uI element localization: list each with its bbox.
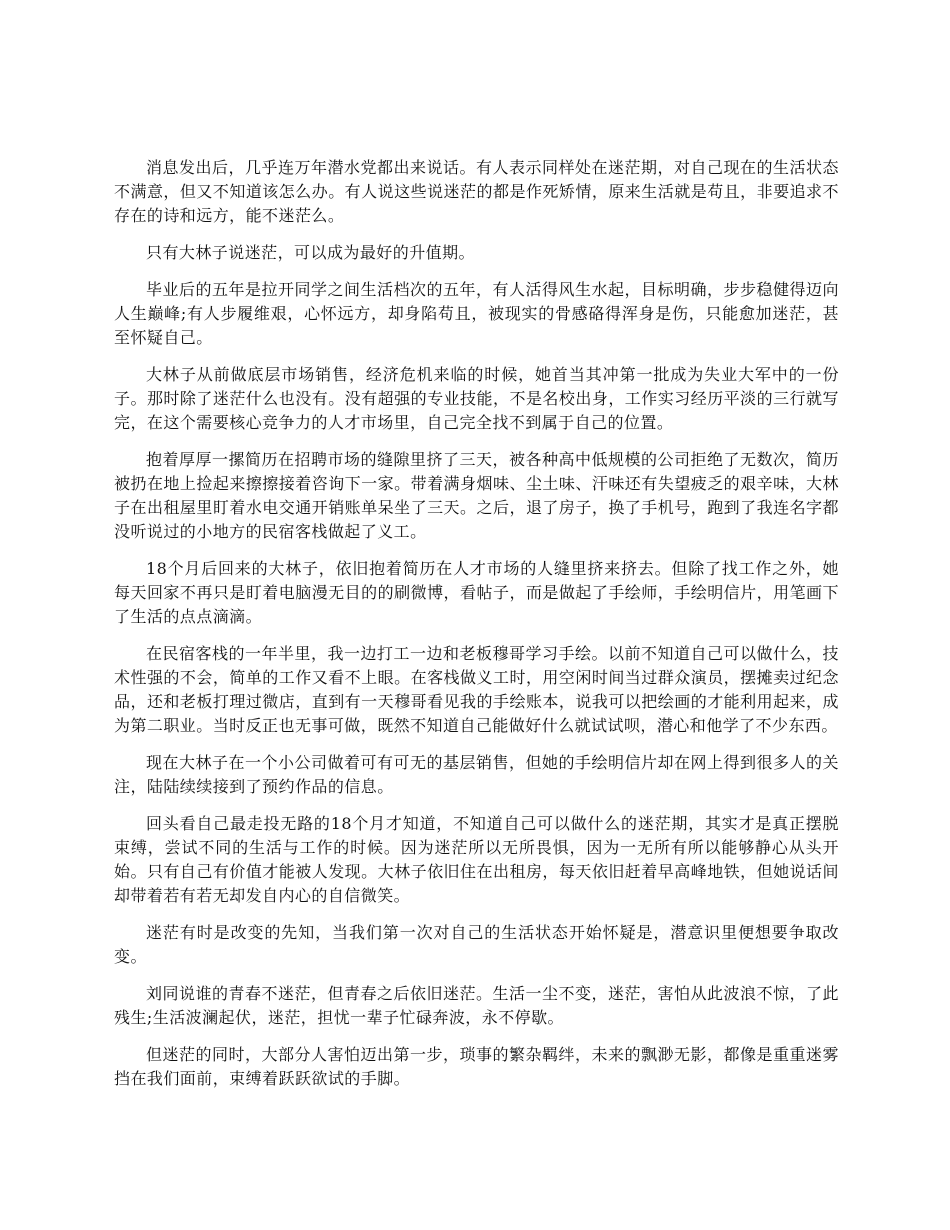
paragraph-12: 但迷茫的同时，大部分人害怕迈出第一步，琐事的繁杂羁绊，未来的飘渺无影，都像是重重迷雾挡在我们面前，束缚着跃跃欲试的手脚。 [114, 1045, 839, 1088]
paragraph-1: 消息发出后，几乎连万年潜水党都出来说话。有人表示同样处在迷茫期，对自己现在的生活状态不满意，但又不知道该怎么办。有人说这些说迷茫的都是作死矫情，原来生活就是苟且，非要追求不存在的诗和远方，能不迷茫么。 [114, 158, 839, 225]
paragraph-7: 在民宿客栈的一年半里，我一边打工一边和老板穆哥学习手绘。以前不知道自己可以做什么，技术性强的不会，简单的工作又看不上眼。在客栈做义工时，用空闲时间当过群众演员，摆摊卖过纪念品，还和老板打理过微店，直到有一天穆哥看见我的手绘账本，说我可以把绘画的才能利用起来，成为第二职业。当时反正也无事可做，既然不知道自己能做好什么就试试呗，潜心和他学了不少东西。 [114, 644, 839, 735]
paragraph-3: 毕业后的五年是拉开同学之间生活档次的五年，有人活得风生水起，目标明确，步步稳健得迈向人生巅峰;有人步履维艰，心怀远方，却身陷苟且，被现实的骨感硌得浑身是伤，只能愈加迷茫，甚至怀疑自己。 [114, 280, 839, 347]
paragraph-10: 迷茫有时是改变的先知，当我们第一次对自己的生活状态开始怀疑是，潜意识里便想要争取改变。 [114, 923, 839, 966]
paragraph-2: 只有大林子说迷茫，可以成为最好的升值期。 [146, 243, 476, 262]
paragraph-5: 抱着厚厚一摞简历在招聘市场的缝隙里挤了三天，被各种高中低规模的公司拒绝了无数次，简历被扔在地上捡起来擦擦接着咨询下一家。带着满身烟味、尘土味、汗味还有失望疲乏的艰辛味，大林子在出租屋里盯着水电交通开销账单呆坐了三天。之后，退了房子，换了手机号，跑到了我连名字都没听说过的小地方的民宿客栈做起了义工。 [114, 450, 839, 541]
paragraph-8: 现在大林子在一个小公司做着可有可无的基层销售，但她的手绘明信片却在网上得到很多人的关注，陆陆续续接到了预约作品的信息。 [114, 753, 839, 796]
paragraph-11: 刘同说谁的青春不迷茫，但青春之后依旧迷茫。生活一尘不变，迷茫，害怕从此波浪不惊，了此残生;生活波澜起伏，迷茫，担忧一辈子忙碌奔波，永不停歇。 [114, 984, 839, 1027]
paragraph-9: 回头看自己最走投无路的18个月才知道，不知道自己可以做什么的迷茫期，其实才是真正摆脱束缚，尝试不同的生活与工作的时候。因为迷茫所以无所畏惧，因为一无所有所以能够静心从头开始。只有自己有价值才能被人发现。大林子依旧住在出租房，每天依旧赶着早高峰地铁，但她说话间却带着若有若无却发自内心的自信微笑。 [114, 814, 839, 905]
paragraph-4: 大林子从前做底层市场销售，经济危机来临的时候，她首当其冲第一批成为失业大军中的一份子。那时除了迷茫什么也没有。没有超强的专业技能，不是名校出身，工作实习经历平淡的三行就写完，在这个需要核心竞争力的人才市场里，自己完全找不到属于自己的位置。 [114, 365, 839, 432]
paragraph-6: 18个月后回来的大林子，依旧抱着简历在人才市场的人缝里挤来挤去。但除了找工作之外，她每天回家不再只是盯着电脑漫无目的的刷微博，看帖子，而是做起了手绘师，手绘明信片，用笔画下了生活的点点滴滴。 [114, 559, 839, 626]
